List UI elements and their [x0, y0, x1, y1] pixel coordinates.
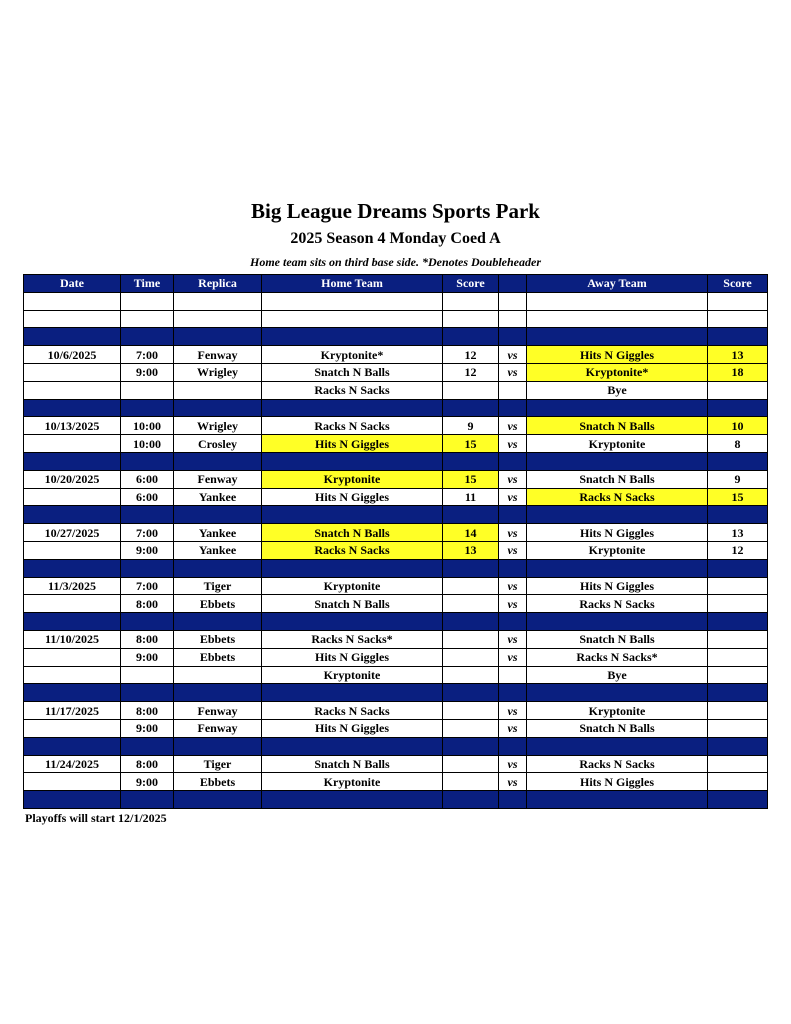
date-cell: 11/17/2025 — [24, 702, 121, 720]
away-team-cell: Snatch N Balls — [527, 470, 708, 488]
home-team-cell — [262, 452, 443, 470]
time-cell — [121, 791, 174, 809]
away-score-cell — [708, 648, 768, 666]
replica-cell: Ebbets — [174, 595, 262, 613]
vs-cell — [499, 310, 527, 328]
col-header-time: Time — [121, 275, 174, 293]
separator-row — [24, 328, 768, 346]
home-team-cell: Kryptonite — [262, 577, 443, 595]
table-row — [24, 648, 768, 666]
replica-cell — [174, 666, 262, 684]
home-score-cell — [443, 648, 499, 666]
date-cell: 11/10/2025 — [24, 630, 121, 648]
time-cell — [121, 292, 174, 310]
schedule-note: Home team sits on third base side. *Denotes Doubleheader — [250, 255, 541, 269]
away-team-cell: Bye — [527, 666, 708, 684]
table-row — [24, 417, 768, 435]
home-score-cell — [443, 613, 499, 631]
vs-cell — [499, 684, 527, 702]
replica-cell: Yankee — [174, 524, 262, 542]
table-row — [24, 524, 768, 542]
col-header-home-team: Home Team — [262, 275, 443, 293]
home-team-cell: Snatch N Balls — [262, 755, 443, 773]
time-cell: 8:00 — [121, 630, 174, 648]
away-team-cell: Bye — [527, 381, 708, 399]
home-score-cell — [443, 292, 499, 310]
away-score-cell — [708, 630, 768, 648]
vs-cell: vs — [499, 577, 527, 595]
home-team-cell — [262, 613, 443, 631]
table-row — [24, 541, 768, 559]
away-team-cell: Kryptonite — [527, 702, 708, 720]
vs-cell — [499, 381, 527, 399]
away-team-cell — [527, 328, 708, 346]
home-team-cell: Hits N Giggles — [262, 488, 443, 506]
separator-row — [24, 452, 768, 470]
replica-cell: Tiger — [174, 755, 262, 773]
replica-cell: Crosley — [174, 435, 262, 453]
date-cell — [24, 292, 121, 310]
table-row — [24, 630, 768, 648]
away-score-cell: 10 — [708, 417, 768, 435]
time-cell: 6:00 — [121, 488, 174, 506]
time-cell — [121, 399, 174, 417]
away-score-cell — [708, 559, 768, 577]
home-score-cell — [443, 755, 499, 773]
vs-cell — [499, 328, 527, 346]
home-team-cell: Kryptonite — [262, 666, 443, 684]
away-team-cell: Kryptonite* — [527, 363, 708, 381]
date-cell — [24, 648, 121, 666]
time-cell — [121, 452, 174, 470]
time-cell: 7:00 — [121, 524, 174, 542]
away-score-cell — [708, 719, 768, 737]
away-score-cell — [708, 755, 768, 773]
replica-cell: Yankee — [174, 488, 262, 506]
col-header-home-score: Score — [443, 275, 499, 293]
home-team-cell — [262, 328, 443, 346]
date-cell — [24, 506, 121, 524]
table-row — [24, 470, 768, 488]
page-subtitle: 2025 Season 4 Monday Coed A — [290, 230, 501, 247]
blank-row — [24, 292, 768, 310]
home-score-cell — [443, 310, 499, 328]
away-score-cell: 12 — [708, 541, 768, 559]
vs-cell: vs — [499, 417, 527, 435]
time-cell: 10:00 — [121, 417, 174, 435]
separator-row — [24, 559, 768, 577]
col-header-away-team: Away Team — [527, 275, 708, 293]
away-score-cell — [708, 613, 768, 631]
home-score-cell: 15 — [443, 470, 499, 488]
table-row — [24, 381, 768, 399]
home-score-cell — [443, 506, 499, 524]
time-cell — [121, 666, 174, 684]
table-row — [24, 666, 768, 684]
vs-cell: vs — [499, 524, 527, 542]
away-team-cell: Hits N Giggles — [527, 346, 708, 364]
home-score-cell: 11 — [443, 488, 499, 506]
date-cell — [24, 666, 121, 684]
replica-cell: Wrigley — [174, 363, 262, 381]
home-score-cell — [443, 719, 499, 737]
replica-cell: Fenway — [174, 702, 262, 720]
vs-cell — [499, 399, 527, 417]
table-row — [24, 719, 768, 737]
date-cell — [24, 399, 121, 417]
away-team-cell: Racks N Sacks — [527, 755, 708, 773]
home-score-cell: 12 — [443, 346, 499, 364]
away-score-cell: 18 — [708, 363, 768, 381]
date-cell — [24, 435, 121, 453]
home-team-cell: Hits N Giggles — [262, 648, 443, 666]
replica-cell — [174, 559, 262, 577]
home-team-cell: Snatch N Balls — [262, 595, 443, 613]
home-team-cell — [262, 791, 443, 809]
date-cell — [24, 381, 121, 399]
col-header-replica: Replica — [174, 275, 262, 293]
replica-cell: Fenway — [174, 346, 262, 364]
away-score-cell — [708, 452, 768, 470]
away-team-cell — [527, 310, 708, 328]
time-cell: 8:00 — [121, 755, 174, 773]
replica-cell — [174, 381, 262, 399]
date-cell — [24, 684, 121, 702]
vs-cell — [499, 506, 527, 524]
date-cell: 10/13/2025 — [24, 417, 121, 435]
time-cell: 9:00 — [121, 773, 174, 791]
vs-cell: vs — [499, 630, 527, 648]
away-score-cell — [708, 684, 768, 702]
away-score-cell — [708, 577, 768, 595]
replica-cell: Fenway — [174, 470, 262, 488]
vs-cell: vs — [499, 595, 527, 613]
col-header-date: Date — [24, 275, 121, 293]
separator-row — [24, 506, 768, 524]
time-cell: 9:00 — [121, 719, 174, 737]
time-cell — [121, 310, 174, 328]
separator-row — [24, 737, 768, 755]
time-cell: 8:00 — [121, 595, 174, 613]
away-team-cell — [527, 452, 708, 470]
vs-cell: vs — [499, 346, 527, 364]
schedule-table — [23, 274, 768, 809]
away-score-cell — [708, 399, 768, 417]
home-team-cell — [262, 559, 443, 577]
vs-cell — [499, 791, 527, 809]
date-cell — [24, 328, 121, 346]
away-team-cell: Hits N Giggles — [527, 577, 708, 595]
away-team-cell — [527, 684, 708, 702]
away-team-cell — [527, 506, 708, 524]
home-team-cell: Racks N Sacks — [262, 541, 443, 559]
date-cell: 11/24/2025 — [24, 755, 121, 773]
home-team-cell — [262, 684, 443, 702]
date-cell — [24, 595, 121, 613]
away-score-cell — [708, 310, 768, 328]
date-cell: 10/27/2025 — [24, 524, 121, 542]
vs-cell — [499, 737, 527, 755]
time-cell — [121, 506, 174, 524]
replica-cell — [174, 684, 262, 702]
away-team-cell: Snatch N Balls — [527, 417, 708, 435]
home-score-cell: 15 — [443, 435, 499, 453]
away-score-cell — [708, 702, 768, 720]
replica-cell — [174, 310, 262, 328]
home-score-cell — [443, 577, 499, 595]
replica-cell: Ebbets — [174, 648, 262, 666]
replica-cell — [174, 452, 262, 470]
away-team-cell — [527, 791, 708, 809]
away-team-cell: Racks N Sacks* — [527, 648, 708, 666]
vs-cell: vs — [499, 773, 527, 791]
date-cell — [24, 737, 121, 755]
date-cell — [24, 363, 121, 381]
away-team-cell: Kryptonite — [527, 435, 708, 453]
date-cell — [24, 773, 121, 791]
away-team-cell — [527, 613, 708, 631]
replica-cell — [174, 292, 262, 310]
time-cell: 7:00 — [121, 577, 174, 595]
home-score-cell — [443, 737, 499, 755]
home-team-cell: Kryptonite — [262, 470, 443, 488]
time-cell — [121, 381, 174, 399]
table-row — [24, 595, 768, 613]
home-team-cell: Racks N Sacks — [262, 381, 443, 399]
home-score-cell — [443, 595, 499, 613]
date-cell — [24, 559, 121, 577]
date-cell — [24, 791, 121, 809]
replica-cell: Ebbets — [174, 773, 262, 791]
replica-cell: Fenway — [174, 719, 262, 737]
time-cell — [121, 737, 174, 755]
away-score-cell — [708, 791, 768, 809]
vs-cell — [499, 613, 527, 631]
table-row — [24, 773, 768, 791]
table-row — [24, 488, 768, 506]
away-score-cell — [708, 292, 768, 310]
time-cell — [121, 613, 174, 631]
vs-cell: vs — [499, 363, 527, 381]
blank-row — [24, 310, 768, 328]
home-team-cell: Racks N Sacks — [262, 417, 443, 435]
page-title: Big League Dreams Sports Park — [251, 199, 540, 223]
separator-row — [24, 791, 768, 809]
vs-cell: vs — [499, 488, 527, 506]
date-cell — [24, 541, 121, 559]
table-row — [24, 755, 768, 773]
table-row — [24, 346, 768, 364]
playoffs-note: Playoffs will start 12/1/2025 — [25, 811, 167, 825]
date-cell — [24, 719, 121, 737]
away-score-cell: 15 — [708, 488, 768, 506]
time-cell: 10:00 — [121, 435, 174, 453]
vs-cell: vs — [499, 541, 527, 559]
replica-cell — [174, 399, 262, 417]
home-team-cell: Hits N Giggles — [262, 719, 443, 737]
away-score-cell — [708, 773, 768, 791]
home-score-cell — [443, 702, 499, 720]
home-score-cell: 13 — [443, 541, 499, 559]
home-team-cell — [262, 310, 443, 328]
vs-cell: vs — [499, 470, 527, 488]
vs-cell: vs — [499, 702, 527, 720]
vs-cell: vs — [499, 719, 527, 737]
away-score-cell — [708, 506, 768, 524]
away-score-cell — [708, 328, 768, 346]
date-cell: 10/6/2025 — [24, 346, 121, 364]
away-score-cell: 13 — [708, 346, 768, 364]
vs-cell — [499, 452, 527, 470]
away-team-cell: Hits N Giggles — [527, 524, 708, 542]
home-score-cell: 12 — [443, 363, 499, 381]
home-team-cell: Racks N Sacks — [262, 702, 443, 720]
home-team-cell: Racks N Sacks* — [262, 630, 443, 648]
time-cell: 8:00 — [121, 702, 174, 720]
away-team-cell: Kryptonite — [527, 541, 708, 559]
date-cell: 10/20/2025 — [24, 470, 121, 488]
separator-row — [24, 613, 768, 631]
vs-cell: vs — [499, 648, 527, 666]
away-score-cell — [708, 381, 768, 399]
vs-cell — [499, 292, 527, 310]
vs-cell: vs — [499, 435, 527, 453]
away-team-cell — [527, 399, 708, 417]
away-team-cell — [527, 737, 708, 755]
time-cell: 7:00 — [121, 346, 174, 364]
date-cell — [24, 452, 121, 470]
date-cell — [24, 310, 121, 328]
time-cell — [121, 684, 174, 702]
replica-cell: Tiger — [174, 577, 262, 595]
separator-row — [24, 399, 768, 417]
vs-cell — [499, 559, 527, 577]
col-header-vs — [499, 275, 527, 293]
away-team-cell: Snatch N Balls — [527, 719, 708, 737]
time-cell: 6:00 — [121, 470, 174, 488]
replica-cell: Ebbets — [174, 630, 262, 648]
vs-cell — [499, 666, 527, 684]
schedule-body — [24, 292, 768, 808]
away-team-cell: Racks N Sacks — [527, 488, 708, 506]
away-team-cell — [527, 292, 708, 310]
date-cell — [24, 488, 121, 506]
away-team-cell: Snatch N Balls — [527, 630, 708, 648]
away-score-cell — [708, 595, 768, 613]
home-score-cell — [443, 452, 499, 470]
replica-cell — [174, 328, 262, 346]
away-team-cell — [527, 559, 708, 577]
home-score-cell — [443, 666, 499, 684]
date-cell: 11/3/2025 — [24, 577, 121, 595]
home-team-cell: Kryptonite — [262, 773, 443, 791]
replica-cell — [174, 506, 262, 524]
table-row — [24, 435, 768, 453]
vs-cell: vs — [499, 755, 527, 773]
home-score-cell — [443, 559, 499, 577]
home-team-cell: Hits N Giggles — [262, 435, 443, 453]
home-score-cell — [443, 328, 499, 346]
home-score-cell — [443, 399, 499, 417]
table-row — [24, 363, 768, 381]
replica-cell — [174, 613, 262, 631]
home-team-cell — [262, 737, 443, 755]
home-team-cell: Snatch N Balls — [262, 363, 443, 381]
header-row — [24, 275, 768, 293]
home-score-cell — [443, 381, 499, 399]
home-score-cell: 9 — [443, 417, 499, 435]
away-score-cell — [708, 737, 768, 755]
replica-cell — [174, 791, 262, 809]
time-cell — [121, 559, 174, 577]
col-header-away-score: Score — [708, 275, 768, 293]
time-cell: 9:00 — [121, 363, 174, 381]
time-cell: 9:00 — [121, 541, 174, 559]
home-team-cell: Kryptonite* — [262, 346, 443, 364]
away-score-cell: 8 — [708, 435, 768, 453]
away-score-cell — [708, 666, 768, 684]
home-score-cell: 14 — [443, 524, 499, 542]
away-score-cell: 9 — [708, 470, 768, 488]
home-score-cell — [443, 773, 499, 791]
replica-cell: Wrigley — [174, 417, 262, 435]
home-score-cell — [443, 630, 499, 648]
home-team-cell — [262, 292, 443, 310]
separator-row — [24, 684, 768, 702]
time-cell — [121, 328, 174, 346]
table-row — [24, 577, 768, 595]
time-cell: 9:00 — [121, 648, 174, 666]
away-score-cell: 13 — [708, 524, 768, 542]
replica-cell: Yankee — [174, 541, 262, 559]
home-score-cell — [443, 791, 499, 809]
home-team-cell — [262, 399, 443, 417]
table-row — [24, 702, 768, 720]
home-team-cell — [262, 506, 443, 524]
away-team-cell: Racks N Sacks — [527, 595, 708, 613]
replica-cell — [174, 737, 262, 755]
away-team-cell: Hits N Giggles — [527, 773, 708, 791]
home-team-cell: Snatch N Balls — [262, 524, 443, 542]
date-cell — [24, 613, 121, 631]
home-score-cell — [443, 684, 499, 702]
